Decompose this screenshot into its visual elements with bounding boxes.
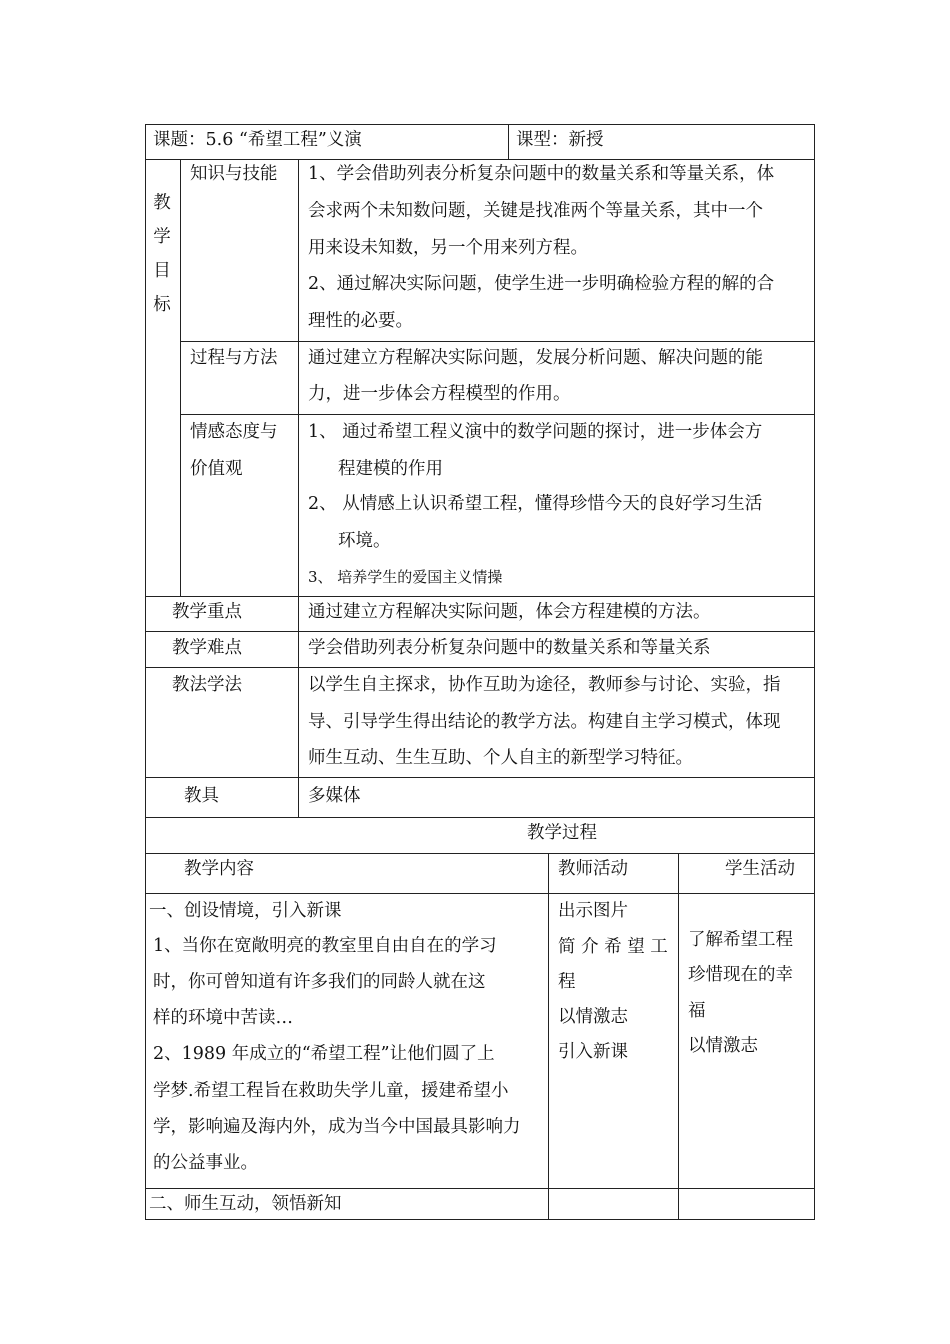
section1-content-line: 的公益事业。 [153, 1153, 258, 1173]
tools-label: 教具 [184, 786, 219, 806]
emotion-line: 3、 培养学生的爱国主义情操 [308, 568, 503, 586]
teacher-activity-line: 程 [558, 972, 576, 992]
table-border-top [145, 124, 815, 125]
column-header-student: 学生活动 [725, 859, 795, 879]
knowledge-line: 2、通过解决实际问题，使学生进一步明确检验方程的解的合 [308, 274, 775, 294]
row-divider [180, 341, 815, 342]
row-divider [145, 853, 815, 854]
difficulty-text: 学会借助列表分析复杂问题中的数量关系和等量关系 [308, 638, 711, 658]
knowledge-line: 1、学会借助列表分析复杂问题中的数量关系和等量关系，体 [308, 164, 775, 184]
teaching-process-title: 教学过程 [527, 823, 597, 843]
column-divider [298, 159, 299, 818]
objectives-side-char: 目 [153, 261, 171, 281]
difficulty-label: 教学难点 [172, 638, 242, 658]
knowledge-line: 理性的必要。 [308, 311, 413, 331]
row-divider [145, 159, 815, 160]
method-line: 导、引导学生得出结论的教学方法。构建自主学习模式，体现 [308, 712, 781, 732]
emotion-line: 程建模的作用 [338, 459, 443, 479]
emotion-label: 价值观 [190, 459, 243, 479]
section2-heading: 二、师生互动，领悟新知 [149, 1194, 342, 1214]
student-activity-line: 以情激志 [688, 1036, 758, 1056]
teacher-activity-line: 引入新课 [558, 1042, 628, 1062]
student-activity-line: 福 [688, 1001, 706, 1021]
teacher-activity-line: 出示图片 [558, 901, 628, 921]
student-activity-line: 珍惜现在的幸 [688, 965, 793, 985]
emotion-label: 情感态度与 [190, 422, 278, 442]
row-divider [145, 667, 815, 668]
section1-content-line: 一、创设情境，引入新课 [149, 901, 342, 921]
column-divider [508, 124, 509, 160]
row-divider [145, 817, 815, 818]
column-divider [548, 853, 549, 1220]
section1-content-line: 2、1989 年成立的“希望工程”让他们圆了上 [153, 1044, 495, 1064]
objectives-side-char: 标 [153, 295, 171, 315]
table-border-bottom [145, 1219, 815, 1220]
objectives-side-label [151, 186, 173, 322]
row-divider [145, 631, 815, 632]
method-line: 师生互动、生生互助、个人自主的新型学习特征。 [308, 748, 693, 768]
table-border-right [814, 124, 815, 1220]
method-line: 以学生自主探求，协作互助为途径，教师参与讨论、实验，指 [308, 675, 781, 695]
tools-text: 多媒体 [308, 786, 361, 806]
section1-content-line: 时，你可曾知道有许多我们的同龄人就在这 [153, 972, 486, 992]
key-point-label: 教学重点 [172, 602, 242, 622]
process-method-line: 力，进一步体会方程模型的作用。 [308, 384, 571, 404]
section1-content-line: 学梦.希望工程旨在救助失学儿童，援建希望小 [153, 1081, 509, 1101]
method-label: 教法学法 [172, 675, 242, 695]
row-divider [145, 893, 815, 894]
section1-content-line: 学，影响遍及海内外，成为当今中国最具影响力 [153, 1117, 521, 1137]
table-border-left [145, 124, 146, 1220]
column-divider [678, 853, 679, 1220]
objectives-side-char: 学 [153, 227, 171, 247]
column-header-teacher: 教师活动 [558, 859, 628, 879]
row-divider [180, 414, 815, 415]
knowledge-line: 用来设未知数，另一个用来列方程。 [308, 238, 588, 258]
section1-content-line: 1、当你在宽敞明亮的教室里自由自在的学习 [153, 936, 497, 956]
emotion-line: 环境。 [338, 531, 391, 551]
objectives-side-char: 教 [153, 193, 171, 213]
emotion-line: 1、 通过希望工程义演中的数学问题的探讨，进一步体会方 [308, 422, 763, 442]
student-activity-line: 了解希望工程 [688, 930, 793, 950]
row-divider [145, 596, 815, 597]
section1-content-line: 样的环境中苦读… [153, 1008, 293, 1028]
knowledge-line: 会求两个未知数问题，关键是找准两个等量关系，其中一个 [308, 201, 763, 221]
column-divider [180, 159, 181, 597]
row-divider [145, 777, 815, 778]
process-method-line: 通过建立方程解决实际问题，发展分析问题、解决问题的能 [308, 348, 763, 368]
lesson-type: 课型：新授 [516, 130, 604, 150]
emotion-line: 2、 从情感上认识希望工程，懂得珍惜今天的良好学习生活 [308, 494, 763, 514]
knowledge-label: 知识与技能 [190, 164, 278, 184]
column-header-content: 教学内容 [184, 859, 254, 879]
process-method-label: 过程与方法 [190, 348, 278, 368]
key-point-text: 通过建立方程解决实际问题，体会方程建模的方法。 [308, 602, 711, 622]
row-divider [145, 1188, 815, 1189]
lesson-topic: 课题：5.6 “希望工程”义演 [153, 130, 362, 150]
teacher-activity-line: 以情激志 [558, 1007, 628, 1027]
teacher-activity-line: 简 介 希 望 工 [558, 937, 668, 957]
